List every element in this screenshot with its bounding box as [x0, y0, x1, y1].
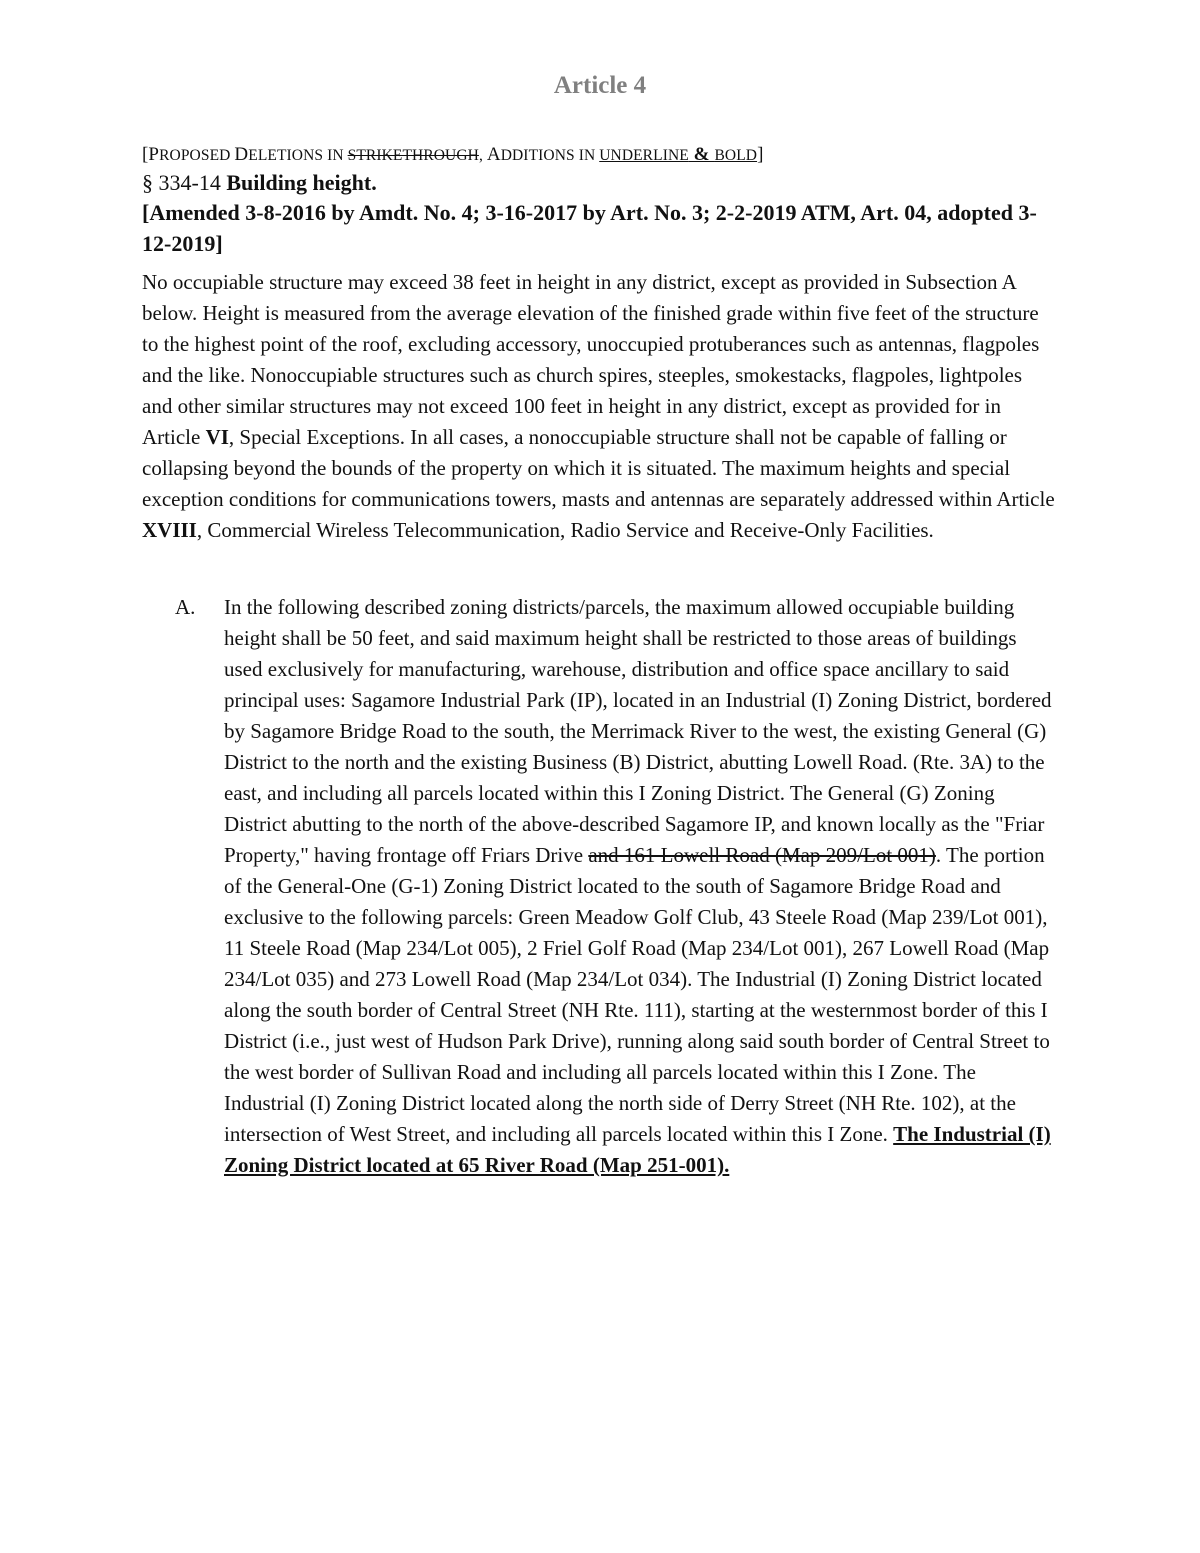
- added-text: The Industrial (I) Zoning District located at 65 River Road (Map 251-001).: [224, 1122, 1051, 1177]
- legend-a: A: [486, 144, 501, 165]
- legend-bold: BOLD: [714, 147, 758, 164]
- amendment-history: [Amended 3-8-2016 by Amdt. No. 4; 3-16-2017 by Art. No. 3; 2-2-2019 ATM, Art. 04, adopted 3-12-2019]: [142, 200, 1037, 256]
- subsection-a-text-1: In the following described zoning districts/parcels, the maximum allowed occupiable building height shall be 50 feet, and said maximum height shall be restricted to those areas of buildings used exclusively for manufacturing, warehouse, distribution and office space ancillary to said principal uses: Sagamore Industrial Park (IP), located in an Industrial (I) Zoning District, bordered by Sagamore Bridge Road to the south, the Merrimack River to the west, the existing General (G) District to the north and the existing Business (B) District, abutting Lowell Road. (Rte. 3A) to the east, and including all parcels located within this I Zoning District. The General (G) Zoning District abutting to the north of the above-described Sagamore IP, and known locally as the "Friar Property," having frontage off Friars Drive: [224, 595, 1052, 867]
- intro-part-1: No occupiable structure may exceed 38 feet in height in any district, except as provided in Subsection A below. Height is measured from the average elevation of the finished grade within five feet of the structure to the highest point of the roof, excluding accessory, unoccupied protuberances such as antennas, flagpoles and the like. Nonoccupiable structures such as church spires, steeples, smokestacks, flagpoles, lightpoles and other similar structures may not exceed 100 feet in height in any district, except as provided for in Article: [142, 270, 1040, 449]
- article-xviii: XVIII: [142, 518, 197, 542]
- section-title: Building height.: [226, 170, 377, 195]
- page-title: Article 4: [553, 72, 647, 99]
- legend-deletions: ELETIONS: [248, 147, 324, 164]
- legend-additions: DDITIONS: [500, 147, 575, 164]
- article-vi: VI: [205, 425, 229, 449]
- legend-open: [P: [142, 144, 160, 165]
- subsection-a-text-2: . The portion of the General-One (G-1) Zoning District located to the south of Sagamore Bridge Road and exclusive to the following parcels: Green Meadow Golf Club, 43 Steele Road (Map 239/Lot 001), 11 Steele Road (Map 234/Lot 005), 2 Friel Golf Road (Map 234/Lot 001), 267 Lowell Road (Map 234/Lot 035) and 273 Lowell Road (Map 234/Lot 034). The Industrial (I) Zoning District located along the south border of Central Street (NH Rte. 111), starting at the westernmost border of this I District (i.e., just west of Hudson Park Drive), running along said south border of Central Street to the west border of Sullivan Road and including all parcels located within this I Zone. The Industrial (I) Zoning District located along the north side of Derry Street (NH Rte. 102), at the intersection of West Street, and including all parcels located within this I Zone.: [224, 843, 1050, 1146]
- legend-amp: &: [688, 144, 715, 165]
- subsection-a-marker: A.: [175, 595, 196, 619]
- deleted-text: and 161 Lowell Road (Map 209/Lot 001): [588, 843, 936, 867]
- intro-paragraph: [142, 267, 1057, 546]
- section-heading: [142, 168, 1062, 198]
- section-number: § 334-14: [142, 170, 227, 195]
- legend-in-1: IN: [323, 147, 348, 164]
- legend-close: ]: [757, 144, 764, 165]
- legend-d: D: [234, 144, 249, 165]
- subsection-a-text: [224, 592, 1059, 1181]
- legend-addition-format: [599, 144, 758, 165]
- legend-comma: ,: [478, 147, 487, 164]
- intro-part-2: , Special Exceptions. In all cases, a nonoccupiable structure shall not be capable of falling or collapsing beyond the bounds of the property on which it is situated. The maximum heights and special exception conditions for communications towers, masts and antennas are separately addressed within Article: [142, 425, 1055, 511]
- legend-strikethrough: STRIKETHROUGH: [347, 147, 479, 164]
- legend-underline: UNDERLINE: [599, 147, 689, 164]
- intro-part-3: , Commercial Wireless Telecommunication, Radio Service and Receive-Only Facilities.: [196, 518, 934, 542]
- edit-legend: [142, 144, 764, 166]
- legend-proposed: ROPOSED: [159, 147, 231, 164]
- legend-in-2: IN: [574, 147, 600, 164]
